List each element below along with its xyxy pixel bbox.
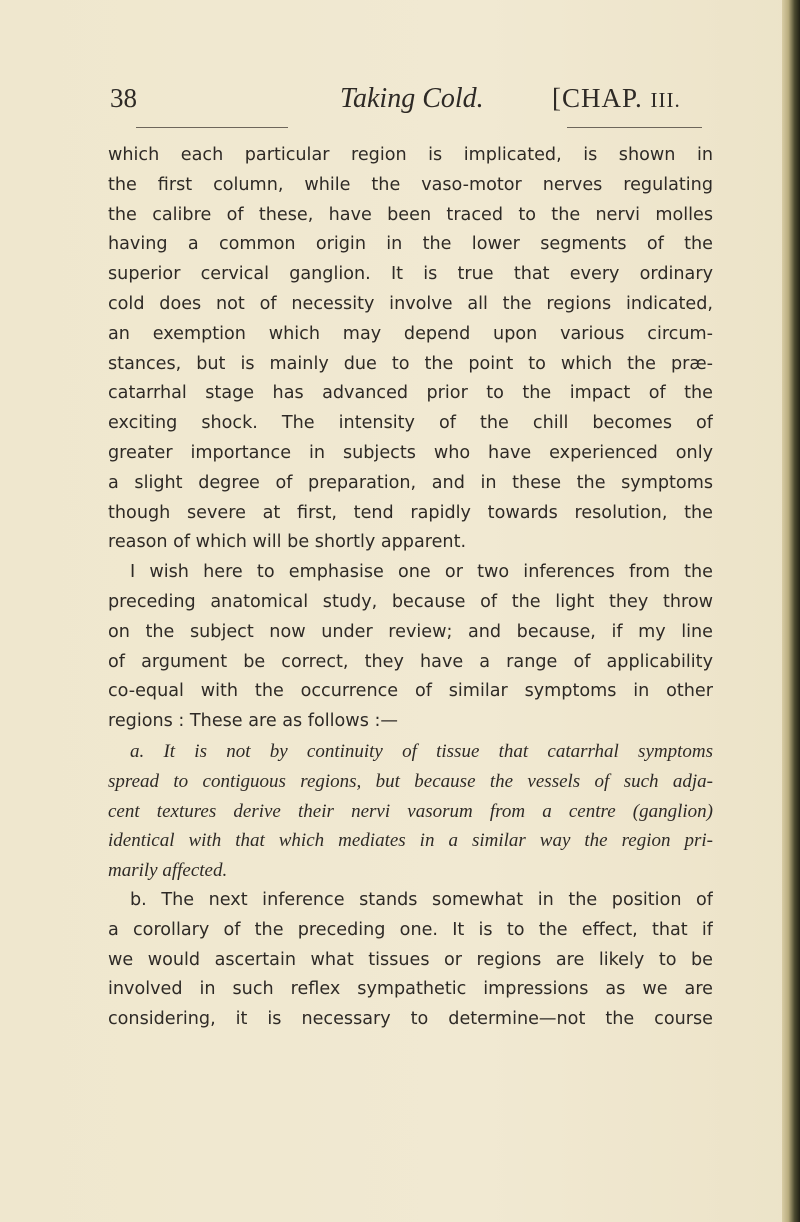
text-line: having a common origin in the lower segments of the <box>108 234 713 255</box>
text-line: superior cervical ganglion. It is true that every ordinary <box>108 264 713 285</box>
chapter-label <box>552 83 681 114</box>
text-line: greater importance in subjects who have experienced only <box>108 442 713 463</box>
text-line: catarrhal stage has advanced prior to the impact of the <box>108 383 713 404</box>
text-line: preceding anatomical study, because of the light they throw <box>108 591 713 612</box>
page-edge-shadow <box>782 0 800 1222</box>
header-rule-left <box>136 127 288 128</box>
text-line: the calibre of these, have been traced to the nervi molles <box>108 204 713 225</box>
text-line: reason of which will be shortly apparent. <box>108 532 467 553</box>
text-line: involved in such reflex sympathetic impressions as we are <box>108 979 713 1000</box>
italic-text-line: identical with that which mediates in a similar way the region pri- <box>108 830 713 852</box>
text-line: a corollary of the preceding one. It is to the effect, that if <box>108 919 713 940</box>
italic-text-line: a. It is not by continuity of tissue that catarrhal symptoms <box>130 740 713 762</box>
italic-text-line: spread to contiguous regions, but because the vessels of such adja- <box>108 770 713 792</box>
text-line: considering, it is necessary to determine—not the course <box>108 1009 713 1030</box>
text-line: cold does not of necessity involve all the regions indicated, <box>108 293 713 314</box>
text-line: regions : These are as follows :— <box>108 711 398 732</box>
text-line: the first column, while the vaso-motor nerves regulating <box>108 174 713 195</box>
page-header <box>110 83 710 123</box>
text-line: though severe at first, tend rapidly towards resolution, the <box>108 502 713 523</box>
chapter-open: [CHAP. <box>552 83 643 113</box>
text-line: b. The next inference stands somewhat in the position of <box>130 889 713 910</box>
italic-text-line: marily affected. <box>108 860 228 882</box>
text-line: of argument be correct, they have a range of applicability <box>108 651 713 672</box>
text-line: on the subject now under review; and because, if my line <box>108 621 713 642</box>
text-line: a slight degree of preparation, and in these the symptoms <box>108 472 713 493</box>
text-line: stances, but is mainly due to the point to which the præ- <box>108 353 713 374</box>
page-number: 38 <box>110 83 137 113</box>
text-line: which each particular region is implicated, is shown in <box>108 145 713 165</box>
header-rule-right <box>567 127 702 128</box>
text-line: co-equal with the occurrence of similar symptoms in other <box>108 681 713 702</box>
body-text <box>108 141 713 1035</box>
text-line: exciting shock. The intensity of the chill becomes of <box>108 413 713 434</box>
text-line: I wish here to emphasise one or two inferences from the <box>130 562 713 583</box>
text-line: we would ascertain what tissues or regions are likely to be <box>108 949 713 970</box>
text-line: an exemption which may depend upon various circum- <box>108 323 713 344</box>
italic-text-line: cent textures derive their nervi vasorum from a centre (ganglion) <box>108 800 713 822</box>
running-title: Taking Cold. <box>340 83 484 114</box>
chapter-number: III. <box>650 88 681 112</box>
